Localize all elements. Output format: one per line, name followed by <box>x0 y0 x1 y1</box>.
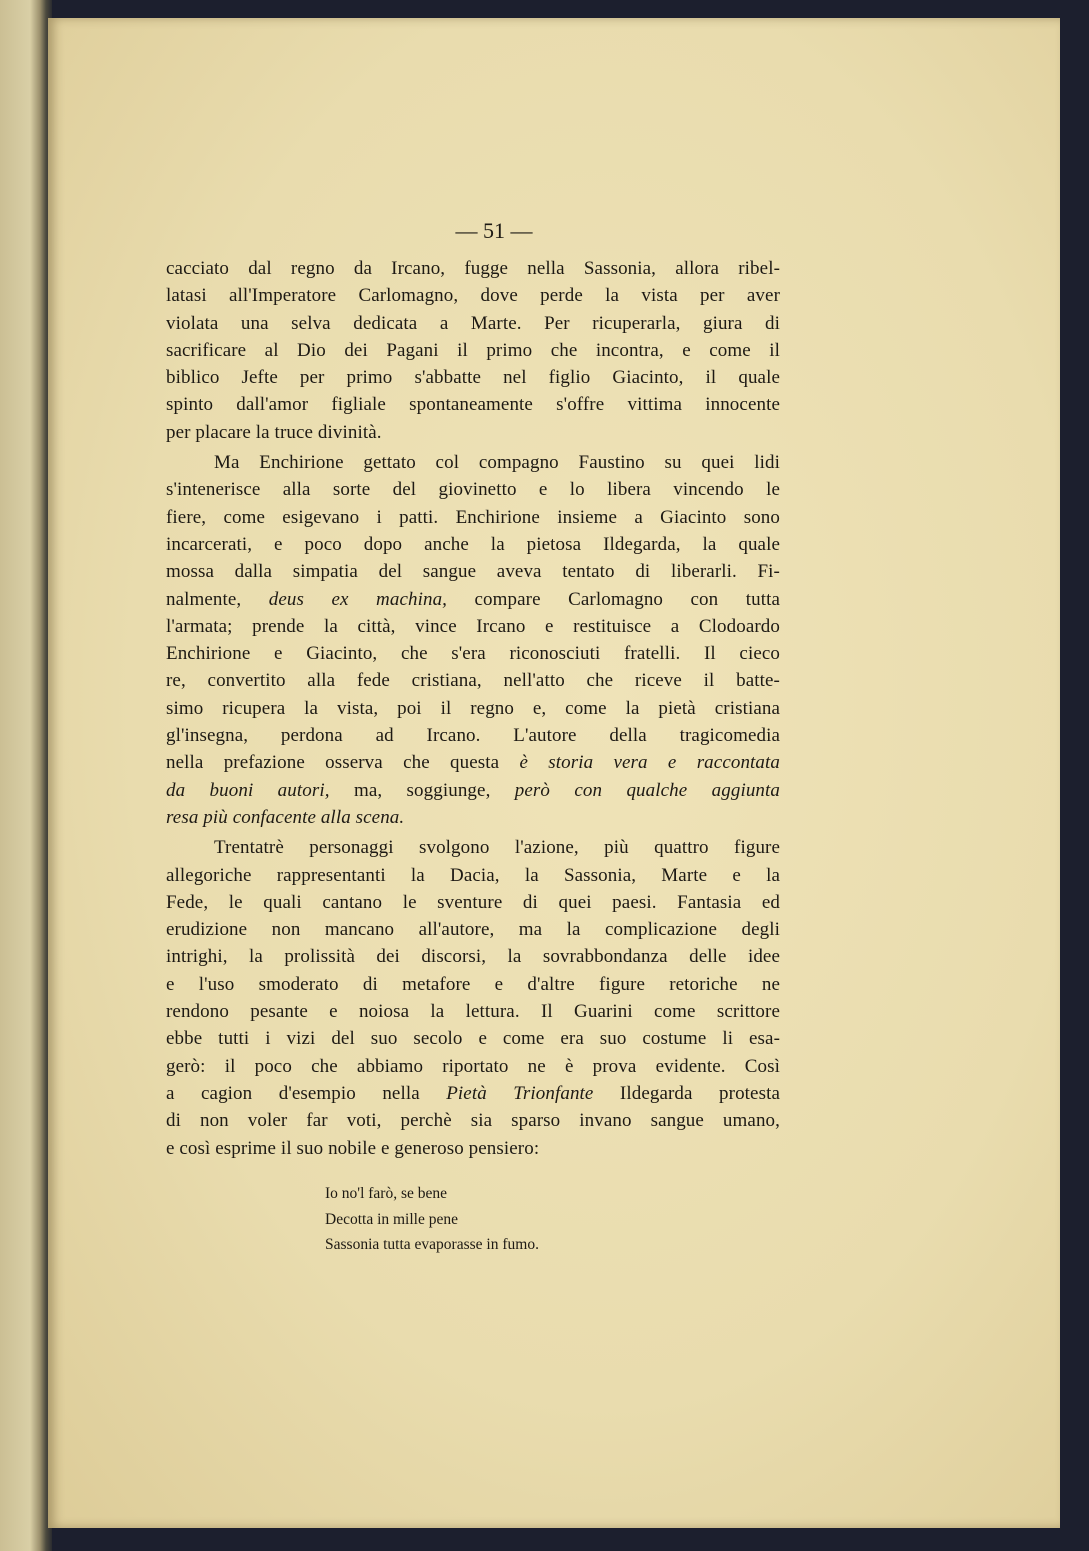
text-line <box>166 1107 780 1134</box>
text-segment: Enchirione e Giacinto, che s'era riconosciuti fratelli. Il cieco <box>166 643 780 665</box>
text-segment: s'intenerisce alla sorte del giovinetto e lo libera vincendo le <box>166 479 780 501</box>
italic-text: da buoni autori, <box>166 779 330 801</box>
text-line <box>166 667 780 694</box>
text-segment: mossa dalla simpatia del sangue aveva tentato di liberarli. Fi- <box>166 561 780 583</box>
text-segment: compare Carlomagno con tutta <box>447 588 780 610</box>
text-segment: gerò: il poco che abbiamo riportato ne è prova evidente. Così <box>166 1055 780 1077</box>
text-line <box>166 1053 780 1080</box>
text-segment: nella prefazione osserva che questa <box>166 752 520 774</box>
italic-text: Pietà Trionfante <box>446 1082 594 1104</box>
text-segment: ebbe tutti i vizi del suo secolo e come era suo costume li esa- <box>166 1028 780 1050</box>
text-line <box>166 998 780 1025</box>
text-line <box>166 889 780 916</box>
text-segment: nalmente, <box>166 588 269 610</box>
text-segment: biblico Jefte per primo s'abbatte nel figlio Giacinto, il quale <box>166 367 780 389</box>
text-line <box>166 943 780 970</box>
text-segment: Ma Enchirione gettato col compagno Faustino su quei lidi <box>214 452 780 474</box>
text-line <box>166 749 780 776</box>
paragraph <box>166 449 780 831</box>
text-segment: l'armata; prende la città, vince Ircano e restituisce a Clodoardo <box>166 615 780 637</box>
text-segment: Trentatrè personaggi svolgono l'azione, più quattro figure <box>214 837 780 859</box>
text-line <box>166 586 780 613</box>
verse-line: Decotta in mille pene <box>325 1210 458 1228</box>
italic-text: però con qualche aggiunta <box>514 779 780 801</box>
text-line <box>166 916 780 943</box>
text-segment: intrighi, la prolissità dei discorsi, la sovrabbondanza delle idee <box>166 946 780 968</box>
page-number: — 51 — <box>455 218 533 243</box>
italic-text: resa più confacente alla scena. <box>166 806 405 828</box>
text-segment: incarcerati, e poco dopo anche la pietosa Ildegarda, la quale <box>166 533 780 555</box>
text-line <box>166 777 780 804</box>
text-line <box>166 476 780 503</box>
text-line <box>166 364 780 391</box>
text-line <box>166 337 780 364</box>
text-segment: e così esprime il suo nobile e generoso pensiero: <box>166 1137 540 1159</box>
verse-quote <box>325 1181 539 1258</box>
text-segment: erudizione non mancano all'autore, ma la complicazione degli <box>166 919 780 941</box>
text-segment: re, convertito alla fede cristiana, nell'atto che riceve il batte- <box>166 670 780 692</box>
text-line <box>166 282 780 309</box>
text-segment: per placare la truce divinità. <box>166 421 382 443</box>
text-segment: simo ricupera la vista, poi il regno e, come la pietà cristiana <box>166 697 780 719</box>
text-line <box>166 971 780 998</box>
text-line <box>166 1025 780 1052</box>
verse-line: Io no'l farò, se bene <box>325 1185 448 1202</box>
text-line <box>166 834 780 861</box>
text-segment: e l'uso smoderato di metafore e d'altre figure retoriche ne <box>166 973 780 995</box>
text-line <box>166 613 780 640</box>
text-line <box>166 1135 780 1162</box>
verse-line: Sassonia tutta evaporasse in fumo. <box>325 1236 539 1253</box>
text-segment: fiere, come esigevano i patti. Enchirione insieme a Giacinto sono <box>166 506 780 528</box>
text-segment: cacciato dal regno da Ircano, fugge nella Sassonia, allora ribel- <box>166 258 780 279</box>
text-line <box>166 255 780 282</box>
text-line <box>166 640 780 667</box>
body-text <box>166 255 780 1162</box>
text-segment: allegoriche rappresentanti la Dacia, la Sassonia, Marte e la <box>166 864 780 886</box>
text-segment: a cagion d'esempio nella <box>166 1082 447 1104</box>
text-line <box>166 449 780 476</box>
text-line <box>166 310 780 337</box>
text-segment: spinto dall'amor figliale spontaneamente s'offre vittima innocente <box>166 394 780 416</box>
text-segment: di non voler far voti, perchè sia sparso invano sangue umano, <box>166 1110 780 1132</box>
italic-text: deus ex machina, <box>268 588 448 610</box>
paragraph <box>166 834 780 1162</box>
text-line <box>166 862 780 889</box>
text-segment: gl'insegna, perdona ad Ircano. L'autore della tragicomedia <box>166 725 780 747</box>
italic-text: è storia vera e raccontata <box>519 752 781 774</box>
text-line <box>166 391 780 418</box>
text-segment: sacrificare al Dio dei Pagani il primo che incontra, e come il <box>166 339 780 361</box>
text-line <box>166 531 780 558</box>
paragraph <box>166 255 780 446</box>
text-segment: violata una selva dedicata a Marte. Per ricuperarla, giura di <box>166 312 780 334</box>
text-line <box>166 1080 780 1107</box>
text-segment: Ildegarda protesta <box>593 1082 780 1104</box>
text-segment: latasi all'Imperatore Carlomagno, dove perde la vista per aver <box>166 285 780 307</box>
text-line <box>166 695 780 722</box>
text-line <box>166 558 780 585</box>
text-segment: Fede, le quali cantano le sventure di quei paesi. Fantasia ed <box>166 891 780 913</box>
text-segment: rendono pesante e noiosa la lettura. Il Guarini come scrittore <box>166 1001 780 1023</box>
text-line <box>166 722 780 749</box>
text-line <box>166 504 780 531</box>
text-segment: ma, soggiunge, <box>329 779 515 801</box>
text-line <box>166 804 780 831</box>
text-line <box>166 419 780 446</box>
